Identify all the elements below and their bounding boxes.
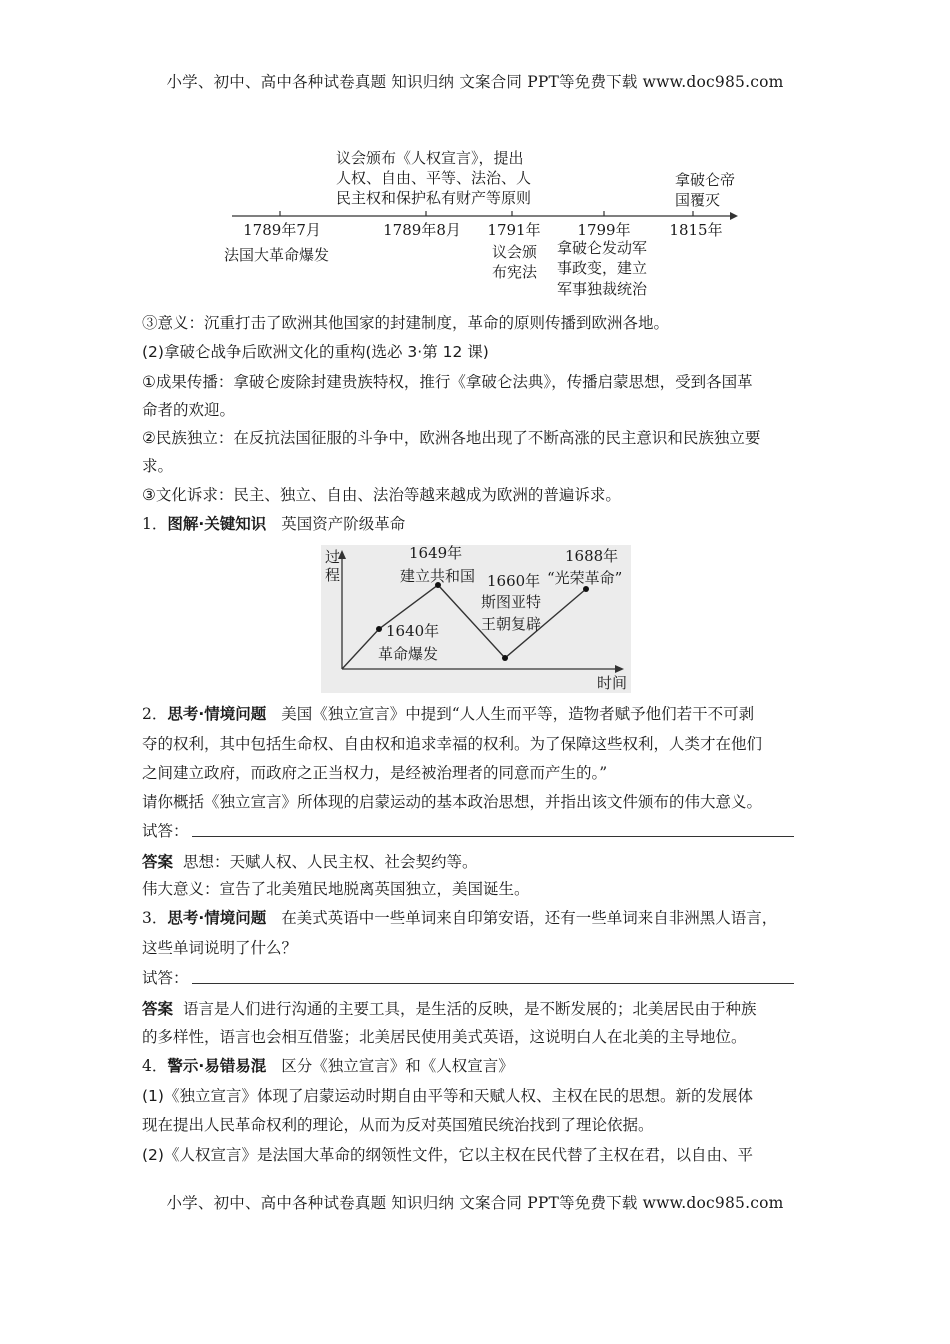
question-2-answer-blank[interactable] — [192, 836, 794, 837]
question-3-text-1: 在美式英语中一些单词来自印第安语，还有一些单词来自非洲黑人语言， — [281, 909, 778, 927]
point-1660 — [502, 655, 508, 661]
item-1-line1: ①成果传播：拿破仑废除封建贵族特权，推行《拿破仑法典》，传播启蒙思想，受到各国革 — [142, 373, 753, 391]
question-2-answer-line1 — [142, 849, 814, 875]
graph-1688-event: “光荣革命” — [547, 569, 623, 587]
timeline-below-2-line2: 布宪法 — [492, 263, 538, 281]
page-header: 小学、初中、高中各种试卷真题 知识归纳 文案合同 PPT等免费下载 www.doc985.com — [166, 73, 784, 91]
question-2-answer-text-1: 思想：天赋人权、人民主权、社会契约等。 — [183, 853, 478, 871]
question-3-line2: 这些单词说明了什么？ — [142, 939, 298, 957]
question-2-line2: 夺的权利，其中包括生命权、自由权和追求幸福的权利。为了保障这些权利，人类才在他们 — [142, 735, 763, 753]
timeline-date-3: 1791年 — [487, 221, 541, 239]
page-footer: 小学、初中、高中各种试卷真题 知识归纳 文案合同 PPT等免费下载 www.doc985.com — [166, 1194, 784, 1212]
timeline-date-1: 1789年7月 — [243, 221, 321, 239]
section-2-title: (2)拿破仑战争后欧洲文化的重构(选必 3·第 12 课) — [142, 343, 489, 361]
timeline-above-1-line2: 人权、自由、平等、法治、人 — [336, 169, 532, 187]
graph-1649-year: 1649年 — [409, 545, 463, 562]
question-4-text: 区分《独立宣言》和《人权宣言》 — [281, 1057, 514, 1075]
question-3-answer-line2: 的多样性，语言也会相互借鉴；北美居民使用美式英语，这说明白人在北美的主导地位。 — [142, 1028, 747, 1046]
question-3-answer-label: 答案 — [142, 1000, 174, 1018]
graph-1660-event-line2: 王朝复辟 — [481, 615, 542, 633]
timeline-date-4: 1799年 — [577, 221, 631, 239]
question-3-answer-blank[interactable] — [192, 983, 794, 984]
question-2-try-label: 试答： — [142, 822, 189, 840]
question-1-text: 英国资产阶级革命 — [281, 515, 406, 533]
graph-1660-event-line1: 斯图亚特 — [481, 593, 542, 611]
timeline-below-3-line2: 事政变，建立 — [557, 259, 648, 277]
question-4-p1-line2: 现在提出人民革命权利的理论，从而为反对英国殖民统治找到了理论依据。 — [142, 1116, 654, 1134]
question-3-number: 3． — [142, 909, 168, 927]
question-1-heading — [142, 511, 814, 537]
question-3-answer-text-1: 语言是人们进行沟通的主要工具，是生活的反映，是不断发展的；北美居民由于种族 — [183, 1000, 757, 1018]
question-2-answer-line2: 伟大意义：宣告了北美殖民地脱离英国独立，美国诞生。 — [142, 880, 530, 898]
graph-background — [321, 545, 631, 693]
timeline-above-2-line1: 拿破仑帝 — [675, 171, 736, 189]
graph-1649-event: 建立共和国 — [400, 567, 476, 585]
timeline-below-3-line3: 军事独裁统治 — [557, 280, 648, 298]
item-1-line2: 命者的欢迎。 — [142, 401, 236, 419]
timeline-date-2: 1789年8月 — [383, 221, 461, 239]
item-3: ③文化诉求：民主、独立、自由、法治等越来越成为欧洲的普遍诉求。 — [142, 486, 621, 504]
question-2-text-1: 美国《独立宣言》中提到“人人生而平等，造物者赋予他们若干不可剥 — [281, 705, 755, 723]
timeline-below-1: 法国大革命爆发 — [224, 246, 330, 264]
timeline-above-1-line1: 议会颁布《人权宣言》，提出 — [336, 149, 524, 167]
graph-1640-event: 革命爆发 — [378, 645, 439, 663]
graph-1640-year: 1640年 — [386, 622, 440, 640]
question-3-try-label: 试答： — [142, 969, 189, 987]
question-2-line4: 请你概括《独立宣言》所体现的启蒙运动的基本政治思想，并指出该文件颁布的伟大意义。 — [142, 793, 763, 811]
timeline-above-2-line2: 国覆灭 — [675, 191, 721, 209]
graph-1688-year: 1688年 — [565, 547, 619, 565]
question-1-number: 1． — [142, 515, 168, 533]
point-1640 — [376, 626, 382, 632]
timeline-arrow — [730, 212, 738, 220]
question-3-line1 — [142, 905, 814, 931]
question-4-number: 4． — [142, 1057, 168, 1075]
french-revolution-timeline — [220, 143, 750, 303]
question-4-heading — [142, 1053, 814, 1079]
significance-text: ③意义：沉重打击了欧洲其他国家的封建制度，革命的原则传播到欧洲各地。 — [142, 314, 670, 332]
question-3-answer-line1 — [142, 996, 814, 1022]
question-1-tag: 图解·关键知识 — [167, 515, 267, 533]
english-revolution-graph — [321, 545, 631, 693]
graph-1660-year: 1660年 — [487, 572, 541, 590]
question-4-tag: 警示·易错易混 — [167, 1057, 267, 1075]
timeline-below-3-line1: 拿破仑发动军 — [557, 239, 648, 257]
question-4-p2: (2)《人权宣言》是法国大革命的纲领性文件，它以主权在民代替了主权在君，以自由、平 — [142, 1146, 753, 1164]
timeline-above-1-line3: 民主权和保护私有财产等原则 — [336, 189, 532, 207]
question-2-line3: 之间建立政府，而政府之正当权力，是经被治理者的同意而产生的。” — [142, 764, 608, 782]
question-2-tag: 思考·情境问题 — [167, 705, 267, 723]
question-4-p1-line1: (1)《独立宣言》体现了启蒙运动时期自由平等和天赋人权、主权在民的思想。新的发展体 — [142, 1087, 753, 1105]
graph-ylabel-2: 程 — [325, 566, 341, 584]
question-2-answer-label: 答案 — [142, 853, 174, 871]
question-2-line1 — [142, 701, 814, 727]
graph-ylabel-1: 过 — [325, 548, 341, 566]
question-2-number: 2． — [142, 705, 168, 723]
question-3-tag: 思考·情境问题 — [167, 909, 267, 927]
timeline-date-5: 1815年 — [669, 221, 723, 239]
graph-xlabel: 时间 — [597, 674, 628, 692]
item-2-line1: ②民族独立：在反抗法国征服的斗争中，欧洲各地出现了不断高涨的民主意识和民族独立要 — [142, 429, 761, 447]
timeline-below-2-line1: 议会颁 — [492, 243, 538, 261]
item-2-line2: 求。 — [142, 457, 174, 475]
